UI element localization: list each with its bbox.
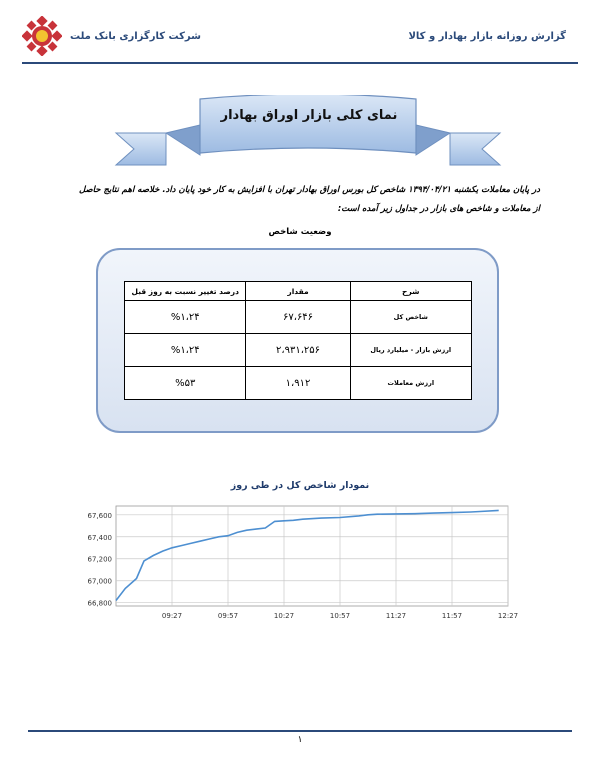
x-tick-label: 11:27 — [385, 612, 407, 620]
y-tick-label: 67,400 — [87, 533, 112, 542]
company-name: شرکت کارگزاری بانک ملت — [70, 31, 201, 42]
x-tick-label: 09:57 — [217, 612, 239, 620]
col-header-change: درصد تغییر نسبت به روز قبل — [125, 282, 246, 301]
index-status-title: وضعیت شاخص — [268, 227, 332, 237]
page-header — [0, 0, 600, 64]
index-line — [116, 510, 499, 600]
y-tick-label: 67,200 — [87, 555, 112, 564]
plot-area — [116, 506, 508, 606]
footer-divider — [28, 730, 572, 732]
intro-paragraph — [38, 181, 540, 219]
table-row — [125, 301, 472, 334]
x-tick-label: 11:57 — [441, 612, 463, 620]
intro-line-1: در پایان معاملات یکشنبه ۱۳۹۴/۰۴/۲۱ شاخص کل بورس اوراق بهادار تهران با افزایش به کار خود پایان داد. خلاصه اهم نتایج حاصل — [79, 185, 540, 195]
header-divider — [22, 62, 578, 64]
col-header-value: مقدار — [246, 282, 350, 301]
intraday-index-chart — [70, 470, 530, 632]
intro-line-2: از معاملات و شاخص های بازار در جداول زیر آمده است: — [337, 204, 540, 214]
table-header-row — [125, 282, 472, 301]
row-label: ارزش معاملات — [350, 367, 471, 400]
page-number: ۱ — [297, 735, 303, 745]
section-banner-title: نمای کلی بازار اوراق بهادار — [220, 108, 398, 123]
x-tick-label: 12:27 — [497, 612, 519, 620]
row-label: شاخص کل — [350, 301, 471, 334]
row-value: ۱،۹۱۲ — [246, 367, 350, 400]
y-tick-label: 67,000 — [87, 577, 112, 586]
bank-mellat-logo — [22, 16, 62, 56]
table-row — [125, 367, 472, 400]
y-tick-label: 66,800 — [87, 599, 112, 608]
y-tick-label: 67,600 — [87, 511, 112, 520]
table-row — [125, 334, 472, 367]
x-tick-label: 09:27 — [161, 612, 183, 620]
x-tick-label: 10:57 — [329, 612, 351, 620]
row-change: %۱،۲۴ — [125, 334, 246, 367]
row-change: %۵۳ — [125, 367, 246, 400]
col-header-description: شرح — [350, 282, 471, 301]
row-label: ارزش بازار - میلیارد ریال — [350, 334, 471, 367]
report-title: گزارش روزانه بازار بهادار و کالا — [408, 31, 566, 42]
row-value: ۶۷،۶۴۶ — [246, 301, 350, 334]
chart-title: نمودار شاخص کل در طی روز — [230, 480, 370, 491]
row-value: ۲،۹۳۱،۲۵۶ — [246, 334, 350, 367]
row-change: %۱،۲۴ — [125, 301, 246, 334]
x-tick-label: 10:27 — [273, 612, 295, 620]
index-table — [124, 281, 472, 400]
